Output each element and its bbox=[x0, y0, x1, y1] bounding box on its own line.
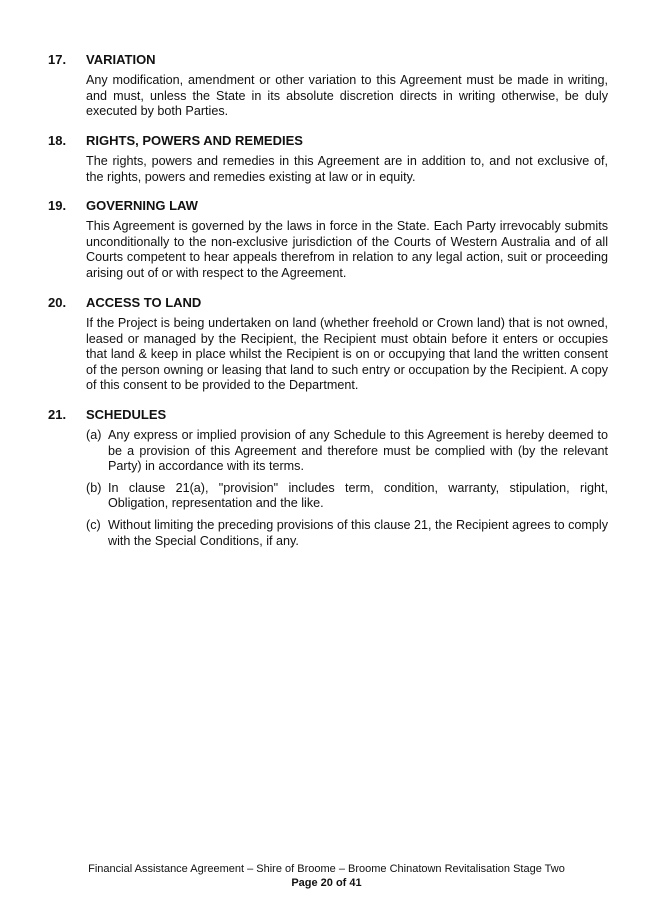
clause-heading bbox=[48, 407, 608, 423]
subclause-c bbox=[86, 518, 608, 549]
clause-heading bbox=[48, 295, 608, 311]
clause-title: VARIATION bbox=[86, 52, 156, 67]
subclause-b bbox=[86, 481, 608, 512]
page-number: Page 20 of 41 bbox=[291, 877, 362, 889]
clause-title: RIGHTS, POWERS AND REMEDIES bbox=[86, 133, 303, 148]
subclause-text: In clause 21(a), "provision" includes term, condition, warranty, stipulation, right, Obligation, representation and the like. bbox=[108, 480, 608, 511]
page-footer bbox=[0, 862, 653, 890]
clause-text: If the Project is being undertaken on land (whether freehold or Crown land) that is not owned, leased or managed by the Recipient, the Recipient must obtain before it enters or occupies that land & keep in place whilst the Recipient is on or occupying that land the written consent of the person owning or leasing that land to such entry or occupation by the Recipient. A copy of this consent to be provided to the Department. bbox=[86, 316, 608, 393]
clause-title: GOVERNING LAW bbox=[86, 198, 198, 213]
clause-text: This Agreement is governed by the laws in force in the State. Each Party irrevocably submits unconditionally to the non-exclusive jurisdiction of the Courts of Western Australia and of all Courts competent to hear appeals therefrom in relation to any legal action, suit or proceeding arising out of or with respect to the Agreement. bbox=[86, 219, 608, 280]
clause-title: ACCESS TO LAND bbox=[86, 295, 202, 310]
clause-heading bbox=[48, 52, 608, 68]
clause-20-access-to-land bbox=[48, 295, 608, 394]
subclause-label: (c) bbox=[86, 517, 101, 532]
clause-text: Any modification, amendment or other variation to this Agreement must be made in writing, and must, unless the State in its absolute discretion directs in writing otherwise, be duly executed by both Parties. bbox=[86, 73, 608, 119]
subclause-text: Without limiting the preceding provisions of this clause 21, the Recipient agrees to comply with the Special Conditions, if any. bbox=[108, 517, 608, 548]
subclause-label: (a) bbox=[86, 428, 102, 442]
subclause-text: Any express or implied provision of any Schedule to this Agreement is hereby deemed to be a provision of this Agreement and therefore must be complied with (by the relevant Party) in accordance with its terms. bbox=[108, 428, 608, 474]
subclause-label: (b) bbox=[86, 480, 102, 495]
clause-heading bbox=[48, 198, 608, 214]
clause-17-variation bbox=[48, 52, 608, 120]
clause-number: 19. bbox=[48, 198, 67, 213]
clause-number: 17. bbox=[48, 52, 67, 67]
clause-number: 20. bbox=[48, 295, 67, 310]
footer-document-title: Financial Assistance Agreement – Shire of Broome – Broome Chinatown Revitalisation Stage Two bbox=[88, 863, 565, 875]
clause-title: SCHEDULES bbox=[86, 407, 167, 422]
clause-number: 21. bbox=[48, 407, 67, 422]
subclause-a bbox=[86, 428, 608, 475]
clause-21-schedules bbox=[48, 407, 608, 549]
clause-18-rights bbox=[48, 133, 608, 185]
clause-number: 18. bbox=[48, 133, 67, 148]
clause-text: The rights, powers and remedies in this Agreement are in addition to, and not exclusive of, the rights, powers and remedies existing at law or in equity. bbox=[86, 154, 608, 184]
clause-19-governing-law bbox=[48, 198, 608, 281]
clause-heading bbox=[48, 133, 608, 149]
